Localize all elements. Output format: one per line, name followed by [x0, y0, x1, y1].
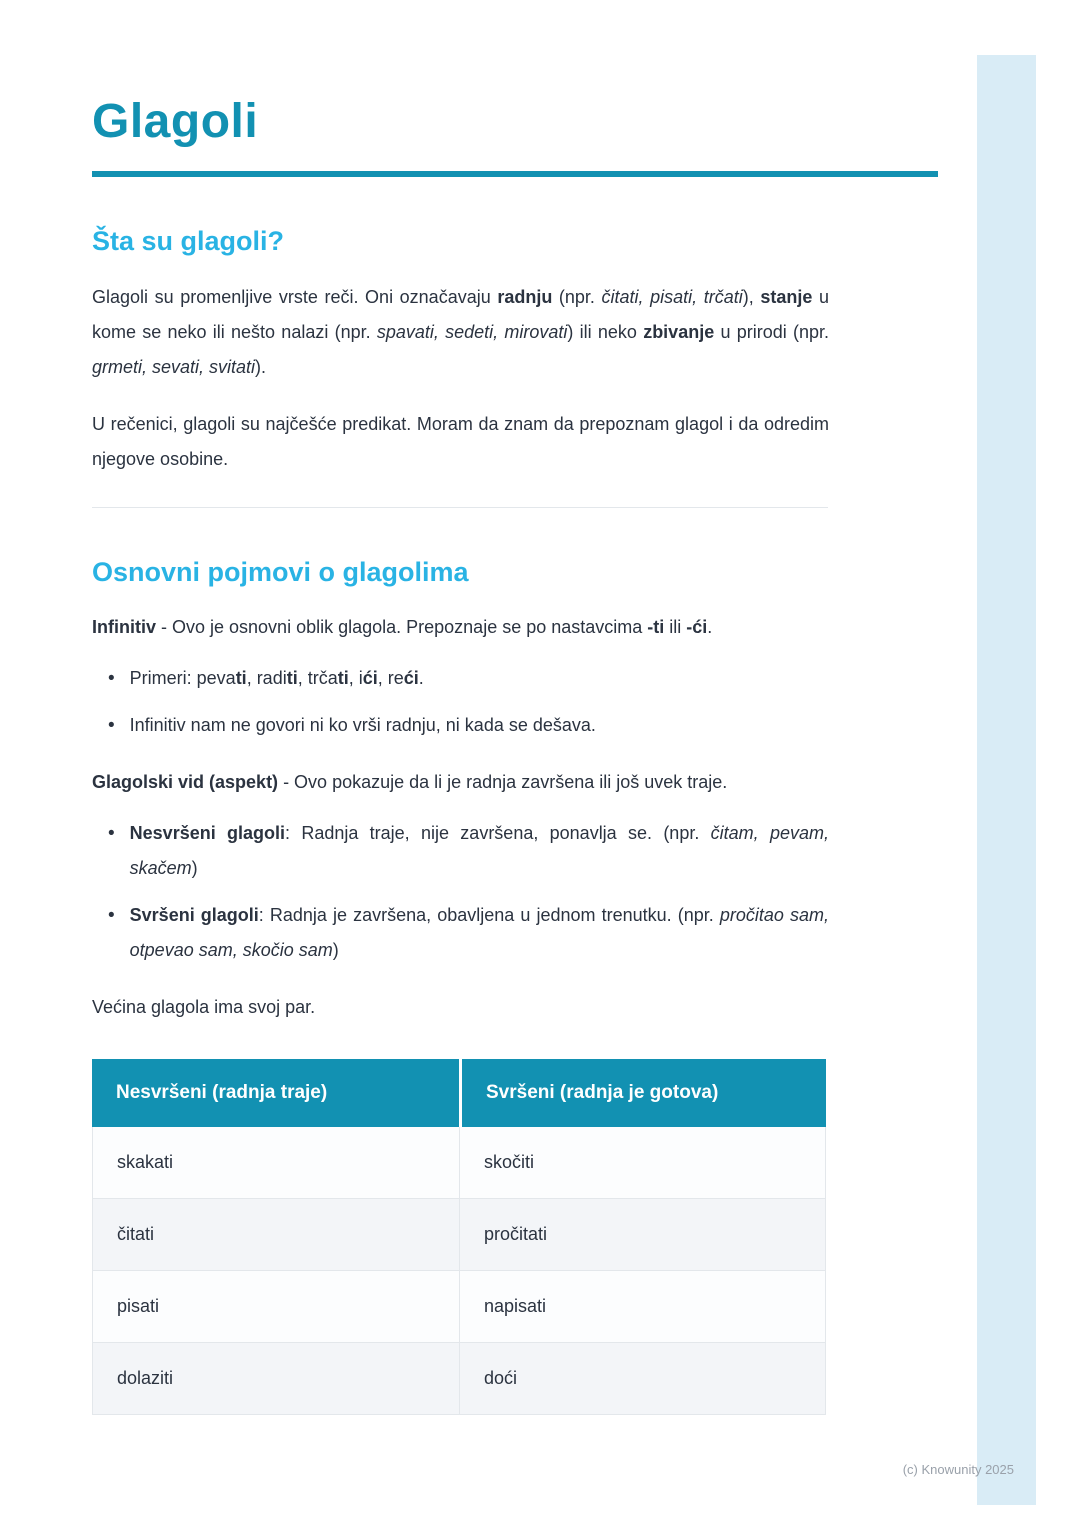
text-segment: Primeri: peva — [129, 667, 236, 688]
bullet-list-vid — [92, 816, 829, 968]
text-segment-bold: Infinitiv — [92, 616, 156, 637]
text-segment-bold: zbivanje — [643, 321, 715, 342]
text-segment-bold: ći — [403, 667, 419, 688]
text-segment: , radi — [246, 667, 287, 688]
text-segment-bold: ti — [286, 667, 298, 688]
text-segment-bold: Nesvršeni glagoli — [129, 822, 286, 843]
bullet-dot-icon: • — [108, 667, 115, 689]
text-segment: , trča — [297, 667, 338, 688]
table-header-row — [92, 1059, 826, 1127]
table-header-nesvrseni: Nesvršeni (radnja traje) — [92, 1059, 459, 1127]
paragraph-predikat: U rečenici, glagoli su najčešće predikat. Moram da znam da prepoznam glagol i da odredim njegove osobine. — [92, 413, 829, 469]
text-segment: ). — [255, 356, 267, 377]
table-row — [93, 1271, 825, 1343]
text-segment-italic: pročitao sam, otpevao sam, skočio sam — [129, 904, 830, 960]
table-cell: skočiti — [459, 1127, 825, 1198]
table-cell: napisati — [459, 1271, 825, 1342]
text-segment: ) — [191, 857, 198, 878]
text-segment-italic: čitati, pisati, trčati — [601, 286, 743, 307]
table-row — [93, 1199, 825, 1271]
table-cell: dolaziti — [117, 1367, 174, 1388]
text-segment-bold: -ći — [686, 616, 708, 637]
text-segment: (npr. — [552, 286, 602, 307]
text-segment: ), — [742, 286, 761, 307]
table-cell: pročitati — [459, 1199, 825, 1270]
list-item-text — [130, 661, 829, 696]
table-cell: pisati — [117, 1295, 160, 1316]
text-segment: ) ili neko — [567, 321, 644, 342]
bullet-dot-icon: • — [108, 904, 115, 926]
list-item — [92, 661, 829, 696]
text-segment: , re — [377, 667, 404, 688]
section-divider — [92, 507, 828, 508]
text-segment-bold: ti — [337, 667, 349, 688]
text-segment: . — [707, 616, 713, 637]
text-segment: u kome se neko ili nešto nalazi (npr. — [92, 286, 829, 342]
text-segment: : Radnja je završena, obavljena u jednom trenutku. (npr. — [258, 904, 720, 925]
bullet-dot-icon: • — [108, 822, 115, 844]
list-item-text — [130, 816, 829, 886]
text-segment-bold: radnju — [497, 286, 553, 307]
text-segment: ili — [664, 616, 687, 637]
bullet-list-infinitiv — [92, 661, 829, 743]
list-item-text: Infinitiv nam ne govori ni ko vrši radnju, ni kada se dešava. — [129, 714, 596, 735]
list-item — [92, 816, 829, 886]
bullet-dot-icon: • — [108, 714, 115, 736]
table-cell: doći — [459, 1343, 825, 1414]
table-body — [92, 1127, 826, 1415]
table-header-svrseni: Svršeni (radnja je gotova) — [459, 1059, 826, 1127]
text-segment-bold: ti — [235, 667, 247, 688]
table-cell: skakati — [117, 1151, 174, 1172]
text-segment: . — [418, 667, 424, 688]
paragraph-definition — [92, 280, 829, 385]
text-segment-italic: spavati, sedeti, mirovati — [376, 321, 568, 342]
text-segment-bold: -ti — [647, 616, 665, 637]
table-row — [93, 1343, 825, 1414]
text-segment-italic: čitam, pevam, skačem — [129, 822, 829, 878]
title-underline-rule — [92, 171, 938, 177]
section-heading-sta-su-glagoli: Šta su glagoli? — [92, 226, 285, 257]
text-segment-bold: Glagolski vid (aspekt) — [92, 771, 279, 792]
text-segment: - Ovo je osnovni oblik glagola. Prepoznaje se po nastavcima — [156, 616, 648, 637]
text-segment: ) — [332, 939, 339, 960]
text-segment: Glagoli su promenljive vrste reči. Oni označavaju — [92, 286, 498, 307]
section-heading-osnovni-pojmovi: Osnovni pojmovi o glagolima — [92, 556, 469, 587]
paragraph-glagolski-vid — [92, 765, 829, 800]
paragraph-par: Većina glagola ima svoj par. — [92, 996, 316, 1017]
table-cell: čitati — [117, 1223, 155, 1244]
paragraph-infinitiv — [92, 610, 829, 645]
copyright-notice: (c) Knowunity 2025 — [902, 1462, 1014, 1477]
text-segment: , i — [348, 667, 363, 688]
text-segment: u prirodi (npr. — [714, 321, 829, 342]
page-title: Glagoli — [92, 95, 259, 148]
document-content — [92, 0, 829, 1415]
table-row — [93, 1127, 825, 1199]
list-item-text — [130, 898, 829, 968]
text-segment-italic: grmeti, sevati, svitati — [92, 356, 256, 377]
text-segment: : Radnja traje, nije završena, ponavlja se. (npr. — [285, 822, 711, 843]
text-segment-bold: Svršeni glagoli — [129, 904, 259, 925]
side-accent-bar — [977, 55, 1036, 1505]
text-segment-bold: stanje — [760, 286, 813, 307]
text-segment: - Ovo pokazuje da li je radnja završena ili još uvek traje. — [278, 771, 728, 792]
list-item — [92, 898, 829, 968]
verb-pairs-table — [92, 1059, 826, 1415]
text-segment-bold: ći — [362, 667, 378, 688]
list-item — [92, 708, 829, 743]
